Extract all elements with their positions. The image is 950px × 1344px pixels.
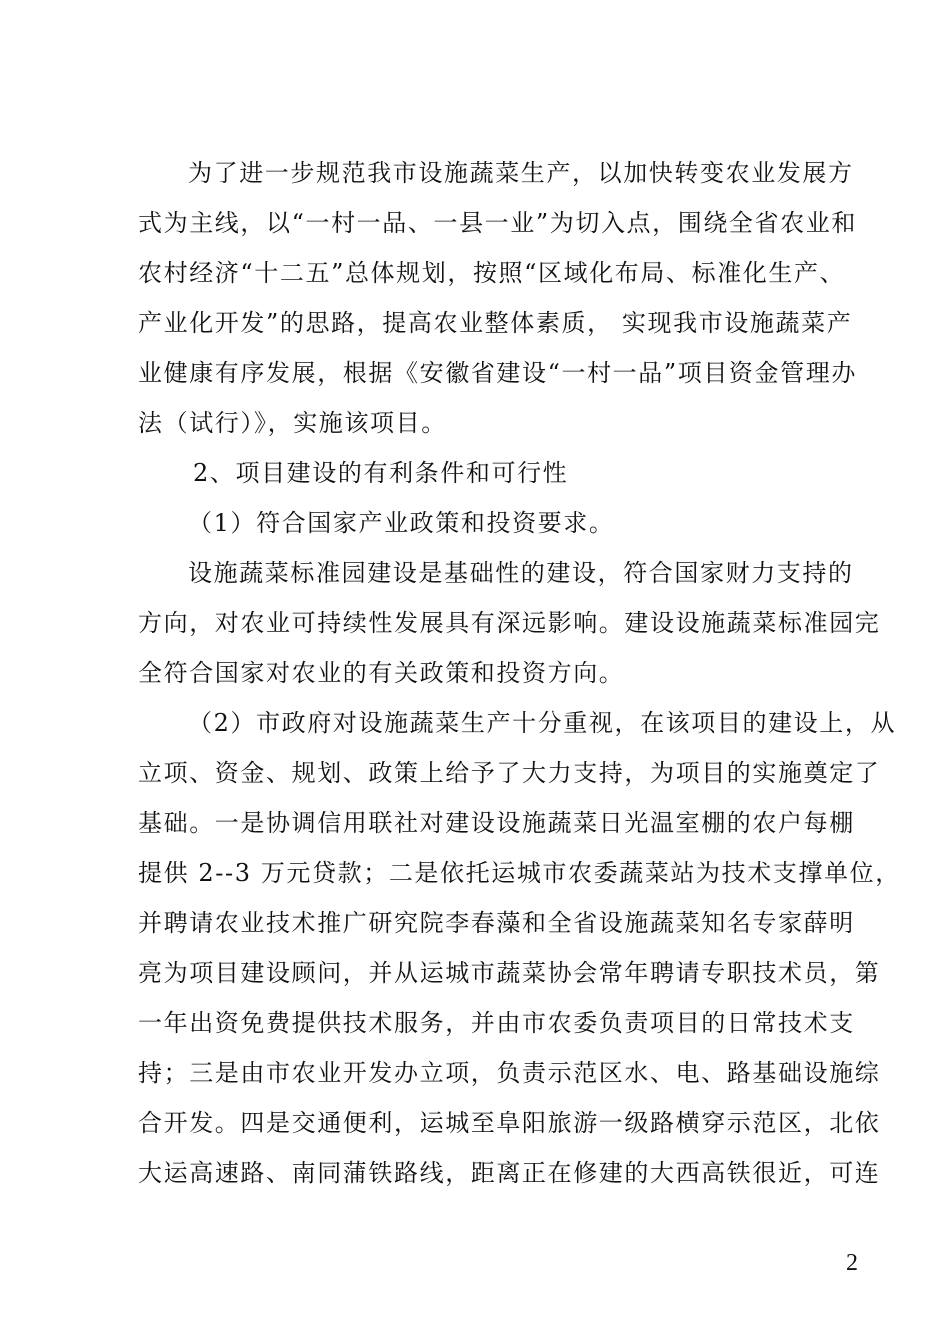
paragraph-1-line-6: 法（试行）》，实施该项目。 xyxy=(138,409,447,437)
paragraph-3-line-9: 合开发。四是交通便利，运城至阜阳旅游一级路横穿示范区，北依 xyxy=(138,1109,881,1137)
paragraph-3-line-2: 立项、资金、规划、政策上给予了大力支持，为项目的实施奠定了 xyxy=(138,759,881,787)
paragraph-3-line-3: 基础。一是协调信用联社对建设设施蔬菜日光温室棚的农户每棚 xyxy=(138,809,855,837)
paragraph-2-line-3: 全符合国家对农业的有关政策和投资方向。 xyxy=(138,659,625,687)
paragraph-2-line-2: 方向，对农业可持续性发展具有深远影响。建设设施蔬菜标准园完 xyxy=(138,609,881,637)
paragraph-1-line-1: 为了进一步规范我市设施蔬菜生产，以加快转变农业发展方 xyxy=(188,159,854,187)
paragraph-3-line-7: 一年出资免费提供技术服务，并由市农委负责项目的日常技术支 xyxy=(138,1009,855,1037)
paragraph-1-line-4: 产业化开发”的思路，提高农业整体素质， 实现我市设施蔬菜产 xyxy=(138,309,853,337)
paragraph-3-line-1: （2）市政府对设施蔬菜生产十分重视，在该项目的建设上，从 xyxy=(188,709,897,737)
paragraph-1-line-5: 业健康有序发展，根据《安徽省建设“一村一品”项目资金管理办 xyxy=(138,359,857,387)
page-number: 2 xyxy=(846,1250,858,1276)
paragraph-1-line-2: 式为主线，以“一村一品、一县一业”为切入点，围绕全省农业和 xyxy=(138,209,857,237)
paragraph-2-line-1: 设施蔬菜标准园建设是基础性的建设，符合国家财力支持的 xyxy=(188,559,854,587)
paragraph-3-line-5: 并聘请农业技术推广研究院李春藻和全省设施蔬菜知名专家薛明 xyxy=(138,909,855,937)
paragraph-3-line-4: 提供 2--3 万元贷款；二是依托运城市农委蔬菜站为技术支撑单位， xyxy=(138,859,901,887)
paragraph-3-line-10: 大运高速路、南同蒲铁路线，距离正在修建的大西高铁很近，可连 xyxy=(138,1159,881,1187)
section-heading: 2、项目建设的有利条件和可行性 xyxy=(193,459,569,487)
paragraph-3-line-8: 持；三是由市农业开发办立项，负责示范区水、电、路基础设施综 xyxy=(138,1059,881,1087)
paragraph-1-line-3: 农村经济“十二五”总体规划，按照“区域化布局、标准化生产、 xyxy=(138,259,846,287)
paragraph-3-line-6: 亮为项目建设顾问，并从运城市蔬菜协会常年聘请专职技术员，第 xyxy=(138,959,881,987)
sub-heading-1: （1）符合国家产业政策和投资要求。 xyxy=(188,509,615,537)
